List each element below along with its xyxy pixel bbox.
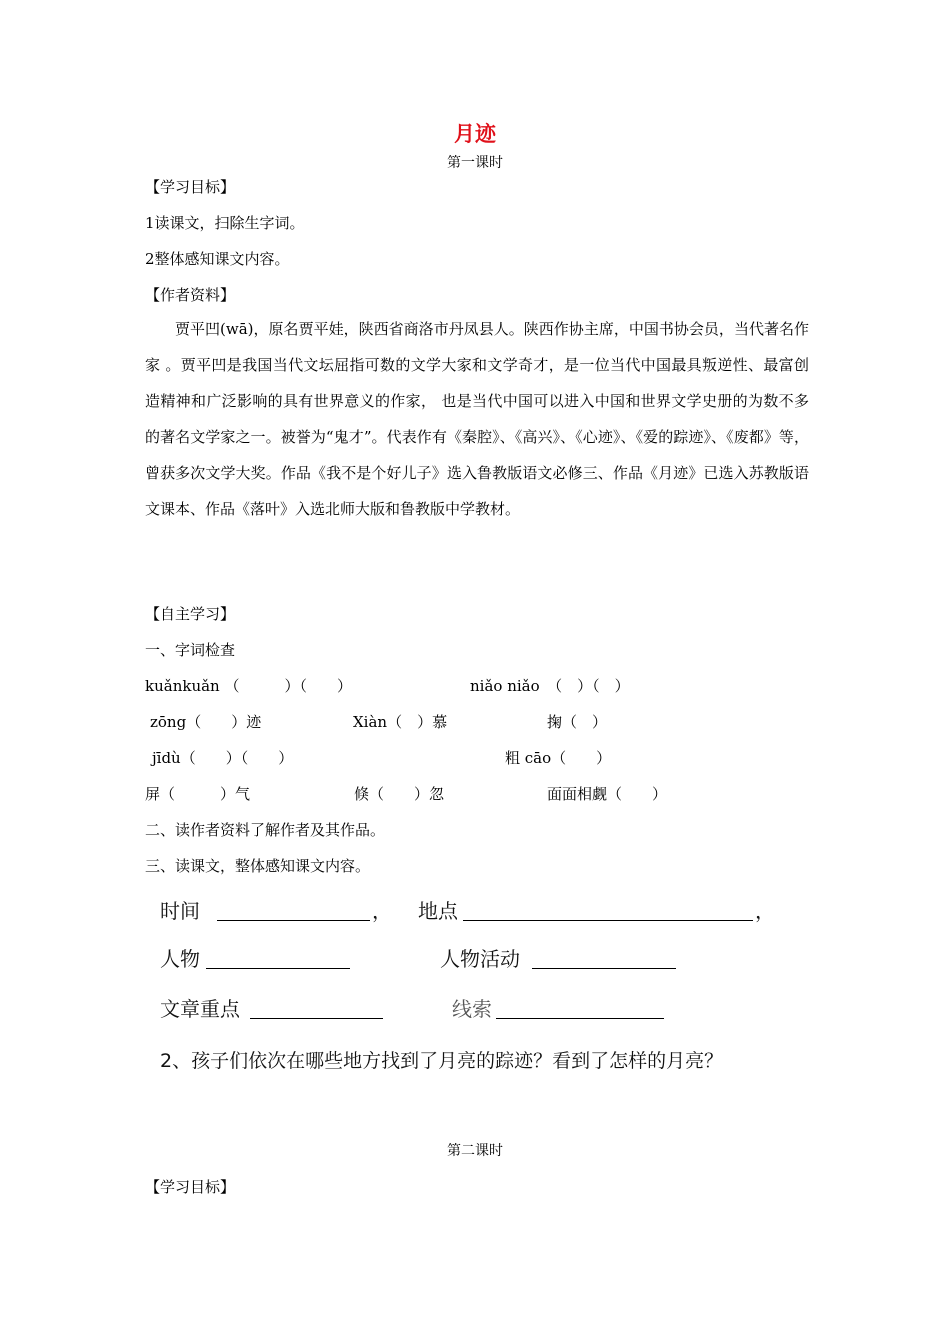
section-3: 三、读课文，整体感知课文内容。 [145, 857, 371, 875]
fill-focus-label: 文章重点 [160, 997, 240, 1021]
section-2: 二、读作者资料了解作者及其作品。 [145, 821, 386, 839]
fill-people-blank[interactable] [206, 948, 350, 969]
fill-clue-label: 线索 [452, 997, 492, 1021]
fill-focus-blank[interactable] [250, 998, 383, 1019]
section-1-vocab-check: 一、字词检查 [145, 641, 236, 659]
fill-people-label: 人物 [160, 947, 200, 971]
author-heading: 【作者资料】 [145, 286, 236, 304]
goals-heading: 【学习目标】 [145, 178, 236, 196]
author-paragraph [145, 311, 809, 527]
fill-place-comma: ， [755, 899, 775, 923]
vocab-niaoniao: niǎo niǎo （ ）（ ） [470, 677, 630, 695]
vocab-cucao: 粗 cāo（ ） [505, 749, 612, 767]
lesson-2-heading: 第二课时 [447, 1143, 503, 1159]
vocab-ju: 掬（ ） [547, 713, 608, 731]
fill-activity-label: 人物活动 [440, 947, 520, 971]
question-2: 2、孩子们依次在哪些地方找到了月亮的踪迹？看到了怎样的月亮？ [160, 1050, 724, 1072]
fill-time-comma: ， [372, 899, 392, 923]
goals-heading-2: 【学习目标】 [145, 1178, 236, 1196]
fill-time-label: 时间 [160, 899, 200, 923]
page-title: 月迹 [454, 121, 496, 146]
goal-2: 2整体感知课文内容。 [145, 250, 290, 268]
vocab-mianmianxiangqu: 面面相觑（ ） [547, 785, 668, 803]
vocab-xianmu: Xiàn（ ）慕 [353, 713, 448, 731]
self-study-heading: 【自主学习】 [145, 605, 236, 623]
vocab-zongji: zōng（ ）迹 [150, 713, 262, 731]
vocab-shuhu: 倏（ ）忽 [354, 785, 445, 803]
author-paragraph-text: 贾平凹(wā)，原名贾平娃，陕西省商洛市丹凤县人。陕西作协主席，中国书协会员，当代著名作家 。贾平凹是我国当代文坛屈指可数的文学大家和文学奇才，是一位当代中国最具叛逆性、最富创造精神和广泛影响的具有世界意义的作家， 也是当代中国可以进入中国和世界文学史册的为数不多的著名文学家之一。被誉为“鬼才”。代表作有《秦腔》、《高兴》、《心迹》、《爱的踪迹》、《废都》等，曾获多次文学大奖。作品《我不是个好儿子》选入鲁教版语文必修三、作品《月迹》已选入苏教版语文课本、作品《落叶》入选北师大版和鲁教版中学教材。 [145, 320, 809, 518]
fill-place-label: 地点 [418, 899, 458, 923]
vocab-bingqi: 屏（ ）气 [145, 785, 251, 803]
fill-time-blank[interactable] [217, 900, 370, 921]
vocab-jidu: jīdù（ ）（ ） [152, 749, 294, 767]
lesson-1-heading: 第一课时 [447, 155, 503, 171]
goal-1: 1读课文，扫除生字词。 [145, 214, 305, 232]
fill-clue-blank[interactable] [496, 998, 664, 1019]
fill-place-blank[interactable] [463, 900, 753, 921]
fill-activity-blank[interactable] [532, 948, 676, 969]
vocab-kuankuan: kuǎnkuǎn （ ）（ ） [145, 677, 352, 695]
